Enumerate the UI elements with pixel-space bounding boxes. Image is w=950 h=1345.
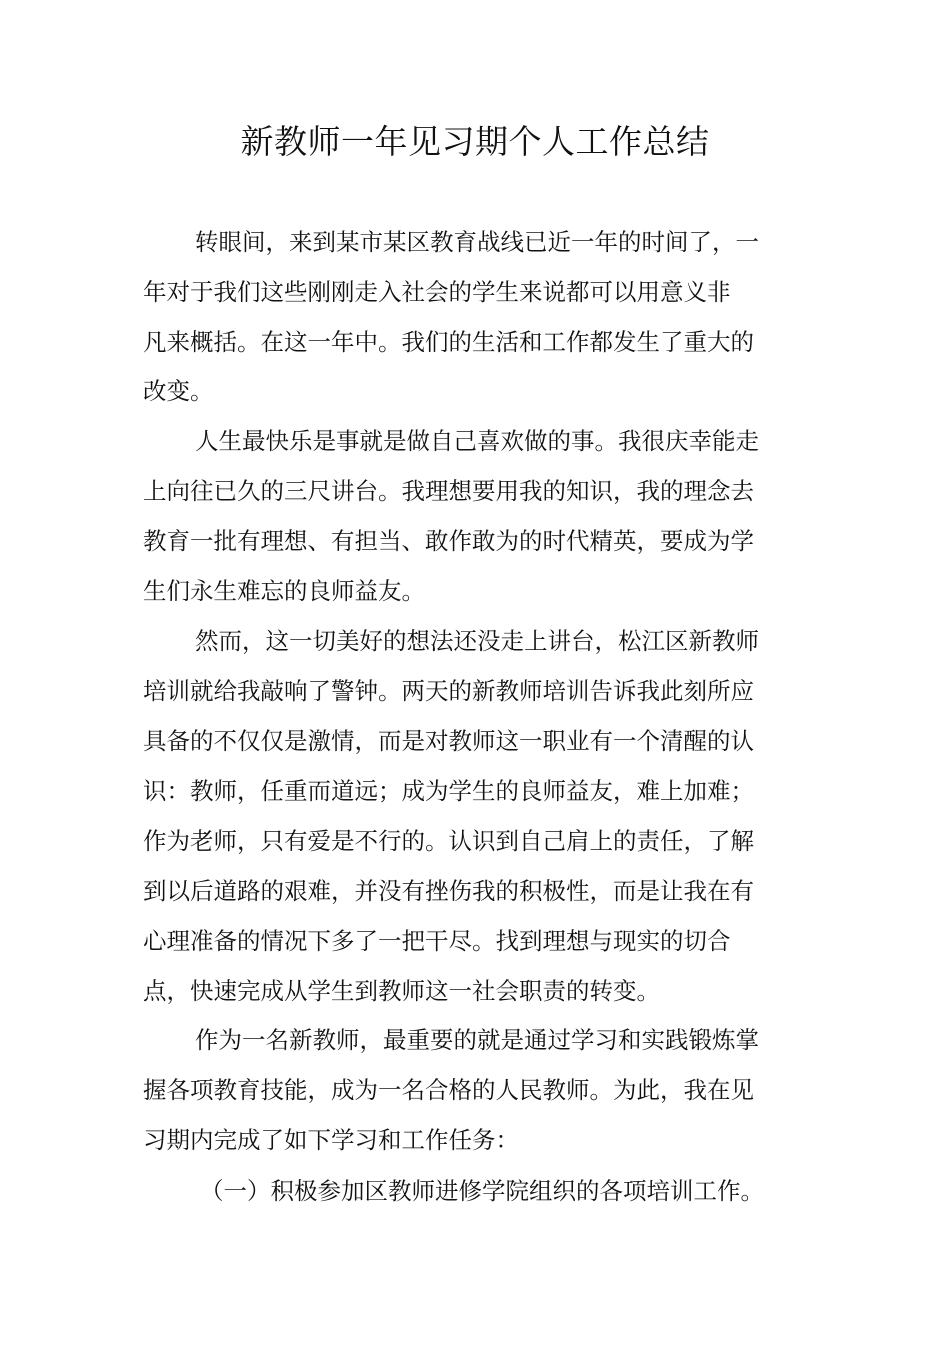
paragraph-4-line-2: 握各项教育技能，成为一名合格的人民教师。为此，我在见 bbox=[143, 1076, 754, 1104]
paragraph-3-line-8: 点，快速完成从学生到教师这一社会职责的转变。 bbox=[143, 977, 660, 1005]
paragraph-3-line-6: 到以后道路的艰难，并没有挫伤我的积极性，而是让我在有 bbox=[143, 877, 754, 905]
paragraph-4-line-3: 习期内完成了如下学习和工作任务： bbox=[143, 1126, 519, 1154]
paragraph-1-line-3: 凡来概括。在这一年中。我们的生活和工作都发生了重大的 bbox=[143, 328, 754, 356]
paragraph-2-line-1: 人生最快乐是事就是做自己喜欢做的事。我很庆幸能走 bbox=[195, 427, 759, 455]
paragraph-3-line-2: 培训就给我敲响了警钟。两天的新教师培训告诉我此刻所应 bbox=[143, 677, 754, 705]
paragraph-1-line-4: 改变。 bbox=[143, 377, 214, 405]
paragraph-3-line-5: 作为老师，只有爱是不行的。认识到自己肩上的责任，了解 bbox=[143, 827, 754, 855]
section-heading-1: （一）积极参加区教师进修学院组织的各项培训工作。 bbox=[200, 1177, 764, 1205]
paragraph-1-line-1: 转眼间，来到某市某区教育战线已近一年的时间了，一 bbox=[195, 228, 759, 256]
paragraph-3-line-1: 然而，这一切美好的想法还没走上讲台，松江区新教师 bbox=[195, 627, 759, 655]
paragraph-2-line-4: 生们永生难忘的良师益友。 bbox=[143, 577, 425, 605]
paragraph-1-line-2: 年对于我们这些刚刚走入社会的学生来说都可以用意义非 bbox=[143, 278, 731, 306]
paragraph-3-line-7: 心理准备的情况下多了一把干尽。找到理想与现实的切合 bbox=[143, 927, 731, 955]
paragraph-2-line-2: 上向往已久的三尺讲台。我理想要用我的知识，我的理念去 bbox=[143, 477, 754, 505]
paragraph-4-line-1: 作为一名新教师，最重要的就是通过学习和实践锻炼掌 bbox=[195, 1026, 759, 1054]
document-title: 新教师一年见习期个人工作总结 bbox=[240, 122, 710, 161]
paragraph-3-line-3: 具备的不仅仅是激情，而是对教师这一职业有一个清醒的认 bbox=[143, 727, 754, 755]
paragraph-3-line-4: 识：教师，任重而道远；成为学生的良师益友，难上加难； bbox=[143, 777, 754, 805]
paragraph-2-line-3: 教育一批有理想、有担当、敢作敢为的时代精英，要成为学 bbox=[143, 527, 754, 555]
